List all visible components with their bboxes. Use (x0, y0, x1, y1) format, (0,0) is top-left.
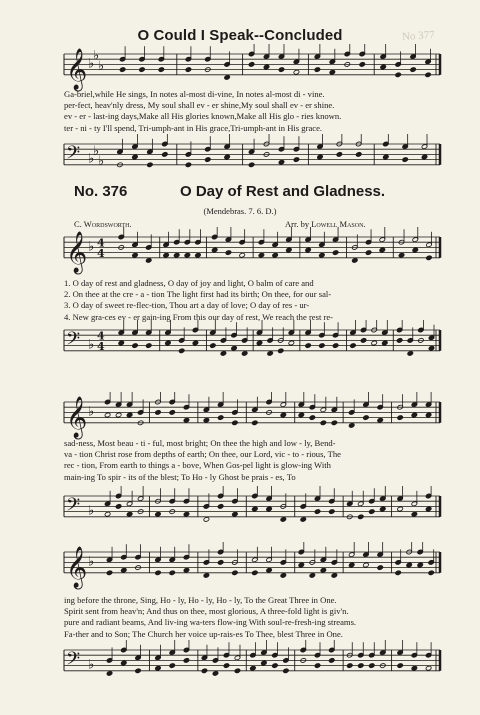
note-head (278, 159, 284, 164)
note-head (234, 668, 240, 673)
bass-clef-icon: 𝄢 (66, 142, 81, 168)
bass-staff-system-4 (0, 640, 480, 688)
note-head (349, 562, 355, 567)
author-credit: C. Wordsworth. (74, 219, 132, 229)
note-head (155, 511, 161, 516)
note-head (349, 423, 355, 428)
note-head (217, 504, 223, 509)
note-head (158, 67, 164, 72)
time-signature-top: 4 (97, 329, 105, 343)
treble-staff-system-2 (0, 227, 480, 277)
lyric-line: va - tion Christ rose from depths of earth; On thee, our Lord, vic - to - rious, The (64, 449, 341, 460)
note-head (412, 247, 418, 252)
note-head (402, 157, 408, 162)
note-head (407, 351, 413, 356)
note-head (350, 343, 356, 348)
lyric-line: pure and radiant beams, And liv-ing wa-ters flow-ing With soul-re-fresh-ing streams. (64, 617, 357, 628)
note-head (223, 663, 229, 668)
lyric-line: Ga-briel,while He sings, In notes al-most di-vine, In notes al-most di - vine. (64, 89, 325, 99)
lyrics-block-system-4 (64, 595, 439, 640)
note-head (280, 517, 286, 522)
note-head (363, 415, 369, 420)
note-head (369, 663, 375, 668)
lyric-line: main-ing To spir - its of the blest; To Ho - ly Ghost be prais - es, To (64, 471, 296, 482)
note-head (169, 663, 175, 668)
note-head (183, 567, 189, 572)
note-head (395, 570, 401, 575)
note-head (397, 415, 403, 420)
note-head (232, 420, 238, 425)
note-head (380, 64, 386, 69)
lyric-line: per-fect, heav'nly dress, My soul shall ev - er shine,My soul shall ev - er shine. (64, 100, 335, 111)
note-head (132, 252, 138, 257)
lyric-line: Fa-ther and to Son; The Church her voice up-rais-es To Thee, blest Three in One. (64, 628, 343, 639)
treble-clef-icon: 𝄞 (66, 396, 88, 438)
flat-icon: ♭ (88, 337, 95, 353)
note-head (174, 252, 180, 257)
note-head (365, 250, 371, 255)
note-head (377, 565, 383, 570)
note-head (185, 67, 191, 72)
note-head (395, 72, 401, 77)
note-head (231, 345, 237, 350)
treble-staff-system-1 (0, 44, 480, 94)
note-head (358, 514, 364, 519)
note-head (286, 247, 292, 252)
note-head (132, 154, 138, 159)
note-head (106, 570, 112, 575)
note-head (252, 420, 258, 425)
note-head (252, 570, 258, 575)
lyrics-block-system-3 (64, 438, 439, 483)
note-head (329, 69, 335, 74)
note-head (380, 506, 386, 511)
lyric-line: sad-ness, Most beau - ti - ful, most bright; On thee the high and low - ly, Bend- (64, 438, 336, 448)
note-head (371, 340, 377, 345)
bass-staff-system-2 (0, 320, 480, 368)
note-head (118, 340, 124, 345)
note-head (410, 67, 416, 72)
arranger-name: Lowell Mason. (311, 219, 366, 229)
note-head (126, 412, 132, 417)
note-head (155, 665, 161, 670)
note-head (300, 517, 306, 522)
lyric-line: rec - tion, From earth to things a - bove, When Gos-pel light is glow-ing With (64, 460, 331, 471)
note-head (165, 340, 171, 345)
note-head (232, 570, 238, 575)
note-head (203, 573, 209, 578)
note-head (212, 671, 218, 676)
note-head (314, 67, 320, 72)
note-head (135, 668, 141, 673)
note-head (146, 258, 152, 263)
hymn-number: No. 376 (74, 183, 128, 200)
note-head (272, 663, 278, 668)
note-head (169, 410, 175, 415)
note-head (258, 252, 264, 257)
note-head (184, 252, 190, 257)
note-head (298, 412, 304, 417)
note-head (256, 340, 262, 345)
note-head (252, 506, 258, 511)
library-stamp: No 377 (401, 28, 436, 44)
note-head (397, 506, 403, 511)
treble-clef-icon: 𝄞 (66, 231, 88, 273)
bass-clef-icon: 𝄢 (66, 328, 81, 354)
note-head (126, 511, 132, 516)
note-head (203, 417, 209, 422)
lyrics-block-system-1 (64, 89, 439, 134)
note-head (267, 351, 273, 356)
note-head (232, 511, 238, 516)
note-head (179, 348, 185, 353)
note-head (358, 663, 364, 668)
note-head (217, 560, 223, 565)
note-head (261, 660, 267, 665)
flat-icon: ♭ (88, 503, 95, 519)
treble-staff-system-3 (0, 392, 480, 442)
note-head (155, 570, 161, 575)
lyric-line: ter - ni - ty I'll spend, Tri-umph-ant in His grace,Tri-umph-ant in His grace. (64, 122, 323, 133)
note-head (205, 157, 211, 162)
note-head (411, 412, 417, 417)
note-head (329, 509, 335, 514)
note-head (397, 663, 403, 668)
note-head (106, 671, 112, 676)
note-head (217, 415, 223, 420)
note-head (317, 154, 323, 159)
note-head (293, 69, 299, 74)
note-head (224, 154, 230, 159)
note-head (225, 250, 231, 255)
note-head (332, 250, 338, 255)
note-head (329, 658, 335, 663)
tune-name: (Mendebras. 7. 6. D.) (203, 206, 277, 216)
note-head (417, 562, 423, 567)
note-head (411, 665, 417, 670)
note-head (163, 252, 169, 257)
bass-staff-system-1 (0, 134, 480, 182)
flat-icon: ♭ (93, 48, 100, 64)
lyric-line: 4. New gra-ces ev - er gain-ing From this our day of rest, We reach the rest re- (64, 311, 334, 322)
note-head (293, 157, 299, 162)
note-head (195, 252, 201, 257)
note-head (183, 658, 189, 663)
flat-icon: ♭ (88, 657, 95, 673)
note-head (425, 665, 431, 670)
note-head (239, 252, 245, 257)
note-head (356, 152, 362, 157)
note-head (305, 247, 311, 252)
note-head (183, 511, 189, 516)
bass-clef-icon: 𝄢 (66, 648, 81, 674)
note-head (146, 343, 152, 348)
treble-clef-icon: 𝄞 (66, 48, 88, 90)
note-head (309, 415, 315, 420)
note-head (210, 343, 216, 348)
flat-icon: ♭ (98, 59, 105, 74)
note-head (192, 340, 198, 345)
note-head (425, 506, 431, 511)
bass-staff-system-3 (0, 486, 480, 534)
lyric-line: 2. On thee at the cre - a - tion The light first had its birth; On thee, for our sal- (64, 289, 332, 300)
flat-icon: ♭ (93, 143, 100, 159)
note-head (280, 573, 286, 578)
note-head (382, 340, 388, 345)
note-head (309, 573, 315, 578)
note-head (241, 351, 247, 356)
note-head (314, 509, 320, 514)
note-head (115, 412, 121, 417)
note-head (121, 660, 127, 665)
note-head (320, 420, 326, 425)
treble-staff-system-4 (0, 542, 480, 594)
note-head (185, 162, 191, 167)
note-head (119, 67, 125, 72)
note-head (320, 567, 326, 572)
note-head (162, 152, 168, 157)
time-signature-bottom: 4 (97, 339, 105, 353)
note-head (288, 340, 294, 345)
lyrics-block-system-2 (64, 278, 439, 323)
note-head (363, 562, 369, 567)
note-head (283, 668, 289, 673)
note-head (211, 247, 217, 252)
continued-hymn-title: O Could I Speak--Concluded (137, 27, 343, 44)
note-head (411, 511, 417, 516)
note-head (169, 570, 175, 575)
note-head (379, 247, 385, 252)
note-head (426, 255, 432, 260)
note-head (220, 351, 226, 356)
note-head (272, 252, 278, 257)
time-signature-bottom: 4 (97, 246, 105, 260)
flat-icon: ♭ (88, 404, 95, 420)
note-head (305, 343, 311, 348)
note-head (421, 154, 427, 159)
note-head (224, 75, 230, 80)
note-head (139, 67, 145, 72)
note-head (428, 570, 434, 575)
note-head (278, 67, 284, 72)
note-head (147, 162, 153, 167)
note-head (425, 72, 431, 77)
note-head (278, 348, 284, 353)
note-head (266, 567, 272, 572)
treble-clef-icon: 𝄞 (66, 546, 88, 588)
note-head (360, 338, 366, 343)
lyric-line: ev - er - last-ing days,Make all His glories known,Make all His glo - ries known. (64, 111, 342, 122)
note-head (331, 420, 337, 425)
flat-icon: ♭ (98, 154, 105, 170)
note-head (280, 412, 286, 417)
note-head (377, 417, 383, 422)
lyric-line: Spirit sent from heav'n; And thus on thee, most glorious, A three-fold light is giv'n. (64, 606, 349, 617)
note-head (336, 152, 342, 157)
note-head (332, 343, 338, 348)
note-head (263, 64, 269, 69)
note-head (132, 343, 138, 348)
flat-icon: ♭ (88, 239, 95, 255)
note-head (425, 412, 431, 417)
note-head (396, 338, 402, 343)
note-head (428, 345, 434, 350)
note-head (383, 154, 389, 159)
note-head (331, 573, 337, 578)
note-head (314, 663, 320, 668)
note-head (121, 567, 127, 572)
note-head (298, 562, 304, 567)
note-head (183, 417, 189, 422)
note-head (398, 252, 404, 257)
flat-icon: ♭ (88, 151, 95, 167)
note-head (201, 668, 207, 673)
note-head (104, 511, 110, 516)
note-head (359, 62, 365, 67)
note-head (248, 62, 254, 67)
note-head (319, 343, 325, 348)
time-signature-top: 4 (97, 236, 105, 250)
note-head (115, 504, 121, 509)
note-head (250, 665, 256, 670)
note-head (369, 509, 375, 514)
lyric-line: 3. O day of sweet re-flec-tion, Thou art a day of love; O day of res - ur- (64, 300, 310, 311)
flat-icon: ♭ (88, 56, 95, 72)
bass-clef-icon: 𝄢 (66, 494, 81, 520)
note-head (248, 162, 254, 167)
note-head (203, 517, 209, 522)
flat-icon: ♭ (88, 554, 95, 570)
hymn-title: O Day of Rest and Gladness. (180, 183, 386, 200)
note-head (155, 410, 161, 415)
lyric-line: ing before the throne, Sing, Ho - ly, Ho - ly, Ho - ly, To the Great Three in One. (64, 595, 337, 605)
note-head (104, 412, 110, 417)
note-head (347, 663, 353, 668)
note-head (266, 506, 272, 511)
lyric-line: 1. O day of rest and gladness, O day of joy and light, O balm of care and (64, 278, 314, 288)
note-head (352, 258, 358, 263)
note-head (319, 252, 325, 257)
arranger-prefix: Arr. by (285, 219, 310, 229)
note-head (406, 562, 412, 567)
